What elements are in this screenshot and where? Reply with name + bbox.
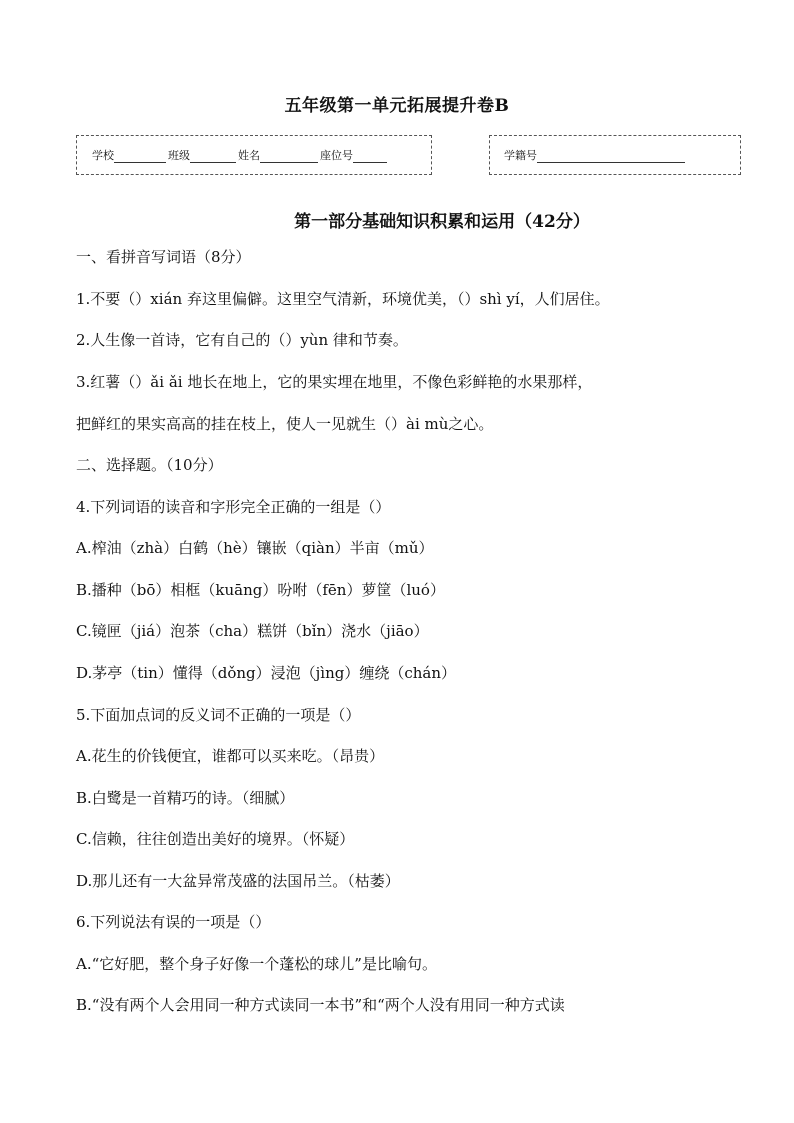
option-line: A.“它好肥，整个身子好像一个蓬松的球儿”是比喻句。: [76, 955, 437, 973]
student-id-label: 学籍号: [504, 149, 537, 162]
question-line: 4.下列词语的读音和字形完全正确的一组是（）: [76, 498, 391, 516]
question-line: 把鲜红的果实高高的挂在枝上，使人一见就生（）ài mù之心。: [76, 415, 494, 433]
class-blank[interactable]: [190, 151, 236, 163]
question-heading-1: 一、看拼音写词语（8分）: [76, 248, 251, 266]
seat-label: 座位号: [320, 149, 353, 162]
question-heading-2: 二、选择题。（10分）: [76, 456, 223, 474]
name-blank[interactable]: [260, 151, 318, 163]
option-line: C.镜匣（jiá）泡茶（cha）糕饼（bǐn）浇水（jiāo）: [76, 622, 429, 640]
school-label: 学校: [92, 149, 114, 162]
question-line: 2.人生像一首诗，它有自己的（）yùn 律和节奏。: [76, 331, 408, 349]
option-line: B.播种（bō）相框（kuāng）吩咐（fēn）萝筐（luó）: [76, 581, 445, 599]
student-id-blank[interactable]: [537, 151, 685, 163]
option-line: D.那儿还有一大盆异常茂盛的法国吊兰。（枯萎）: [76, 872, 400, 890]
question-line: 5.下面加点词的反义词不正确的一项是（）: [76, 706, 361, 724]
student-info-box: [76, 135, 432, 175]
seat-blank[interactable]: [353, 151, 387, 163]
student-id-box: [489, 135, 741, 175]
school-blank[interactable]: [114, 151, 166, 163]
option-line: D.茅亭（tin）懂得（dǒng）浸泡（jìng）缠绕（chán）: [76, 664, 457, 682]
class-field[interactable]: [168, 147, 238, 163]
name-label: 姓名: [238, 149, 260, 162]
school-field[interactable]: [92, 147, 168, 163]
option-line: B.“没有两个人会用同一种方式读同一本书”和“两个人没有用同一种方式读: [76, 996, 565, 1014]
exam-title: 五年级第一单元拓展提升卷B: [284, 96, 510, 116]
question-line: 6.下列说法有误的一项是（）: [76, 913, 271, 931]
seat-field[interactable]: [320, 147, 389, 163]
option-line: A.花生的价钱便宜，谁都可以买来吃。（昂贵）: [76, 747, 385, 765]
question-line: 3.红薯（）ǎi ǎi 地长在地上，它的果实埋在地里，不像色彩鲜艳的水果那样，: [76, 373, 593, 391]
section-title: 第一部分基础知识积累和运用（42分）: [294, 212, 590, 232]
name-field[interactable]: [238, 147, 320, 163]
option-line: C.信赖，往往创造出美好的境界。（怀疑）: [76, 830, 355, 848]
class-label: 班级: [168, 149, 190, 162]
option-line: A.榨油（zhà）白鹤（hè）镶嵌（qiàn）半亩（mǔ）: [76, 539, 434, 557]
option-line: B.白鹭是一首精巧的诗。（细腻）: [76, 789, 295, 807]
student-id-field[interactable]: [504, 147, 687, 163]
question-line: 1.不要（）xián 弃这里偏僻。这里空气清新，环境优美，（）shì yí，人们居住。: [76, 290, 610, 308]
